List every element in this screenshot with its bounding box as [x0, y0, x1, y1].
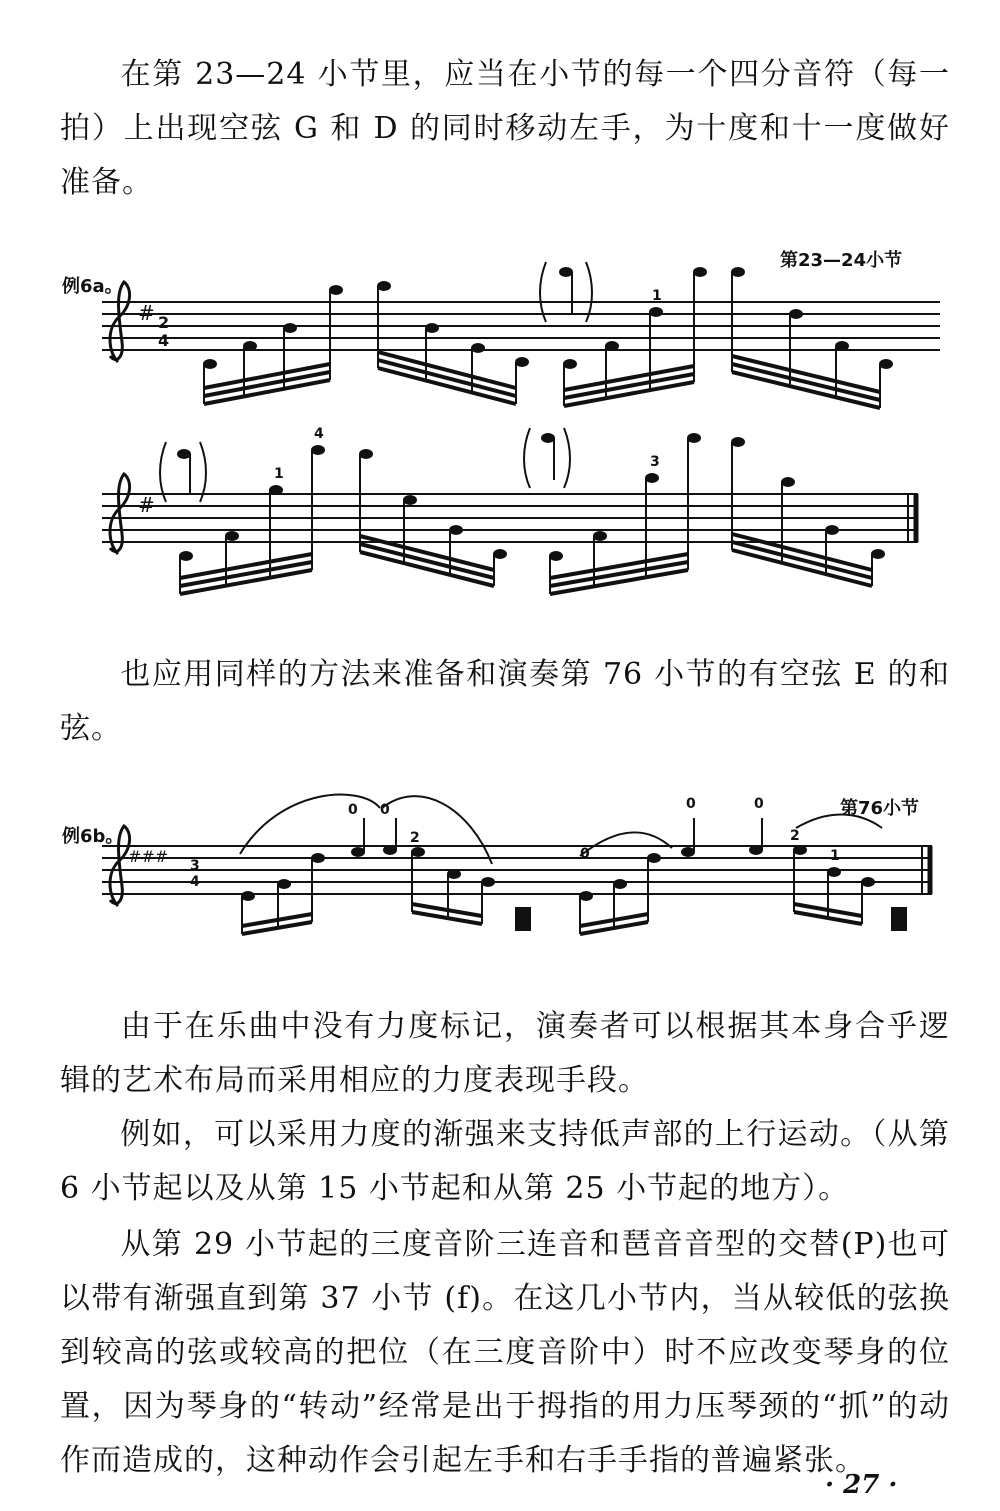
svg-text:#: # [138, 301, 155, 325]
paragraph-5-text: 从第 29 小节起的三度音阶三连音和琶音音型的交替(P)也可以带有渐强直到第 37 小节 (f)。在这几小节内，当从较低的弦换到较高的弦或较高的把位（在三度音阶中）时不应改变琴身的位置，因为琴身的“转动”经常是出于拇指的用力压琴颈的“抓”的动作而造成的，这种动作会引起左手和右手手指的普遍紧张。 [60, 1227, 950, 1478]
svg-text:2: 2 [158, 313, 170, 332]
music-example-6a [60, 232, 940, 632]
fingering-b7: 2 [790, 828, 800, 844]
fingering-b4: 0 [580, 846, 590, 862]
paragraph-2-text: 也应用同样的方法来准备和演奏第 76 小节的有空弦 E 的和弦。 [60, 657, 950, 746]
fingering-a1: 1 [652, 288, 662, 304]
paragraph-5 [60, 1218, 950, 1488]
example-6b-label: 例6b。 [62, 826, 124, 847]
fingering-b2: 0 [380, 802, 390, 818]
fingering-b1: 0 [348, 802, 358, 818]
fingering-b3: 2 [410, 830, 420, 846]
fingering-a3: 1 [274, 466, 284, 482]
example-6a-label: 例6a。 [62, 276, 123, 297]
paragraph-2 [60, 648, 950, 756]
fingering-a2: 3 [650, 454, 660, 470]
example-6a-staff [60, 232, 940, 632]
paragraph-1-text: 在第 23—24 小节里，应当在小节的每一个四分音符（每一拍）上出现空弦 G 和 D 的同时移动左手，为十度和十一度做好准备。 [60, 57, 950, 200]
page-number: · 27 · [825, 1470, 898, 1500]
svg-text:###: ### [128, 847, 169, 866]
example-6a-measure-label: 第23—24小节 [780, 250, 903, 271]
fingering-b8: 1 [830, 848, 840, 864]
paragraph-4 [60, 1108, 950, 1216]
paragraph-3-text: 由于在乐曲中没有力度标记，演奏者可以根据其本身合乎逻辑的艺术布局而采用相应的力度表现手段。 [60, 1009, 950, 1098]
svg-text:4: 4 [158, 331, 170, 350]
example-6b-measure-label: 第76小节 [840, 798, 920, 819]
example-6b-staff [60, 788, 940, 948]
fingering-b5: 0 [686, 796, 696, 812]
paragraph-4-text: 例如，可以采用力度的渐强来支持低声部的上行运动。（从第 6 小节起以及从第 15 小节起和从第 25 小节起的地方）。 [60, 1117, 950, 1206]
svg-text:#: # [138, 493, 155, 517]
svg-text:4: 4 [190, 874, 200, 890]
svg-text:3: 3 [190, 858, 200, 874]
music-example-6b [60, 788, 940, 948]
fingering-a4: 4 [314, 426, 324, 442]
fingering-b6: 0 [754, 796, 764, 812]
paragraph-1 [60, 48, 950, 210]
paragraph-3 [60, 1000, 950, 1108]
